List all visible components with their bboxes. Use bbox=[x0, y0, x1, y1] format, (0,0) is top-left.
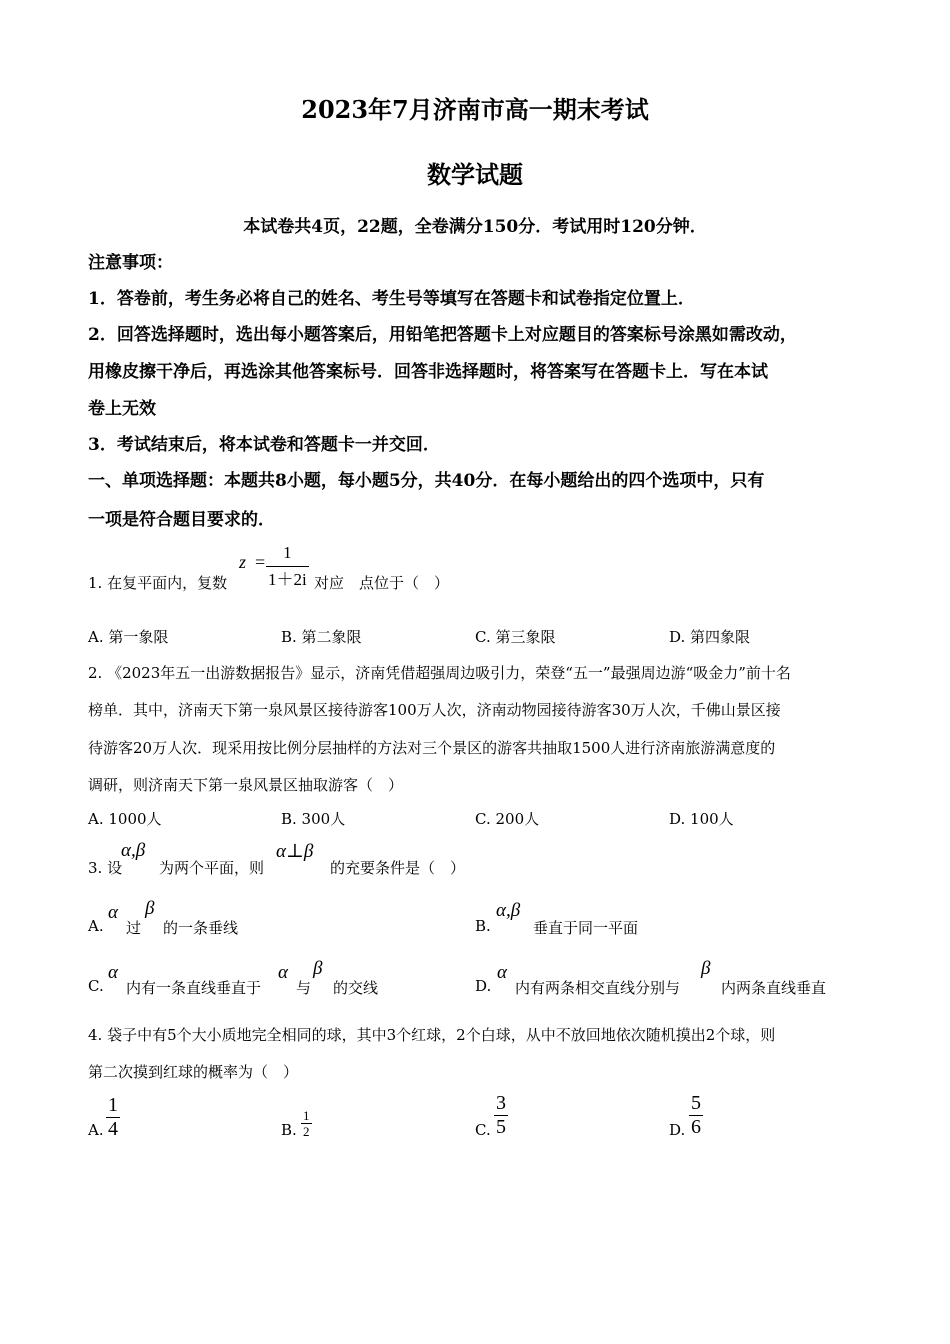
q2-option-a: A. 1000人 bbox=[88, 810, 162, 828]
page-subtitle: 数学试题 bbox=[427, 160, 523, 189]
section-heading-line-1: 一、单项选择题：本题共8小题，每小题5分，共40分．在每小题给出的四个选项中，只有 bbox=[88, 471, 765, 491]
q1-fraction-denominator: 1＋2i bbox=[268, 570, 307, 589]
q1-option-c: C. 第三象限 bbox=[475, 628, 556, 646]
q4-option-b-fraction bbox=[301, 1108, 312, 1139]
q3-option-c-alpha: α bbox=[108, 962, 118, 983]
q4-line-2: 第二次摸到红球的概率为（ ） bbox=[88, 1063, 299, 1081]
q3-option-d-text-2: 内两条直线垂直 bbox=[721, 979, 827, 997]
q2-option-d: D. 100人 bbox=[669, 810, 734, 828]
q2-line-1: 2. 《2023年五一出游数据报告》显示，济南凭借超强周边吸引力，荣登“五一”最强周边游“吸金力”前十名 bbox=[88, 664, 791, 682]
q3-suffix: 的充要条件是（ ） bbox=[330, 859, 466, 877]
q3-option-b-alpha-beta: α,β bbox=[496, 900, 521, 921]
q1-equals: = bbox=[255, 552, 266, 572]
q4-option-b-denominator: 2 bbox=[303, 1124, 310, 1139]
q4-line-1: 4. 袋子中有5个大小质地完全相同的球，其中3个红球，2个白球，从中不放回地依次随机摸出2个球，则 bbox=[88, 1026, 776, 1044]
q4-option-c-fraction bbox=[494, 1092, 508, 1139]
notice-item-1: 1．答卷前，考生务必将自己的姓名、考生号等填写在答题卡和试卷指定位置上． bbox=[88, 289, 695, 309]
q3-alpha-beta: α,β bbox=[121, 840, 146, 861]
q3-option-c-text-2: 与 bbox=[296, 979, 312, 997]
q1-option-b: B. 第二象限 bbox=[281, 628, 362, 646]
notice-item-3: 3．考试结束后，将本试卷和答题卡一并交回． bbox=[88, 435, 440, 455]
q3-option-c-text-3: 的交线 bbox=[333, 979, 379, 997]
q2-line-4: 调研，则济南天下第一泉风景区抽取游客（ ） bbox=[88, 776, 404, 794]
notice-item-2-line-1: 2．回答选择题时，选出每小题答案后，用铅笔把答题卡上对应题目的答案标号涂黑如需改动， bbox=[88, 325, 797, 345]
q1-option-a: A. 第一象限 bbox=[88, 628, 169, 646]
q1-option-d: D. 第四象限 bbox=[669, 628, 751, 646]
page-title: 2023年7月济南市高一期末考试 bbox=[301, 95, 649, 124]
q4-option-c-denominator: 5 bbox=[496, 1116, 506, 1138]
notice-heading: 注意事项： bbox=[88, 253, 173, 273]
q1-suffix: 对应 点位于（ ） bbox=[314, 574, 450, 592]
q1-z: z bbox=[239, 552, 247, 572]
q4-option-d-fraction bbox=[689, 1092, 703, 1139]
q1-prefix: 1. 在复平面内，复数 bbox=[88, 574, 228, 592]
q3-option-a-label: A. bbox=[88, 917, 104, 935]
q3-option-d-alpha: α bbox=[497, 962, 507, 983]
section-heading-line-2: 一项是符合题目要求的． bbox=[88, 510, 275, 530]
q3-option-c-beta: β bbox=[313, 958, 323, 979]
q2-option-c: C. 200人 bbox=[475, 810, 540, 828]
q3-option-a-beta: β bbox=[145, 898, 155, 919]
q3-option-b-label: B. bbox=[475, 917, 491, 935]
q4-option-b-numerator: 1 bbox=[303, 1108, 310, 1123]
q3-option-a-text-2: 的一条垂线 bbox=[163, 919, 239, 937]
q3-option-d-label: D. bbox=[475, 977, 492, 995]
q4-option-a-numerator: 1 bbox=[108, 1094, 118, 1116]
q2-line-3: 待游客20万人次．现采用按比例分层抽样的方法对三个景区的游客共抽取1500人进行济南旅游满意度的 bbox=[88, 739, 776, 757]
q3-mid: 为两个平面，则 bbox=[159, 859, 265, 877]
q3-option-a-text-1: 过 bbox=[126, 919, 142, 937]
notice-item-2-line-2: 用橡皮擦干净后，再选涂其他答案标号．回答非选择题时，将答案写在答题卡上．写在本试 bbox=[88, 362, 768, 382]
q4-option-d-label: D. bbox=[669, 1121, 686, 1139]
q3-option-a-alpha: α bbox=[108, 902, 118, 923]
q4-option-d-denominator: 6 bbox=[691, 1116, 701, 1138]
q3-option-c-alpha-2: α bbox=[278, 962, 288, 983]
q4-option-a-label: A. bbox=[88, 1121, 104, 1139]
q2-line-2: 榜单．其中，济南天下第一泉风景区接待游客100万人次，济南动物园接待游客30万人次，千佛山景区接 bbox=[88, 701, 781, 719]
q4-option-a-denominator: 4 bbox=[108, 1118, 118, 1140]
q3-option-c-text-1: 内有一条直线垂直于 bbox=[126, 979, 262, 997]
q3-option-d-text-1: 内有两条相交直线分别与 bbox=[515, 979, 681, 997]
q4-option-d-numerator: 5 bbox=[691, 1092, 701, 1114]
q4-option-a-fraction bbox=[106, 1094, 120, 1141]
q3-prefix: 3. 设 bbox=[88, 859, 123, 877]
q4-option-b-label: B. bbox=[281, 1121, 297, 1139]
q3-perpendicular: α⊥β bbox=[276, 841, 314, 862]
q3-option-c-label: C. bbox=[88, 977, 104, 995]
notice-item-2-line-3: 卷上无效 bbox=[88, 399, 156, 419]
q3-option-b-text: 垂直于同一平面 bbox=[533, 919, 639, 937]
q2-option-b: B. 300人 bbox=[281, 810, 346, 828]
exam-info: 本试卷共4页，22题，全卷满分150分．考试用时120分钟． bbox=[243, 217, 707, 237]
q3-option-d-beta: β bbox=[701, 958, 711, 979]
q4-option-c-numerator: 3 bbox=[496, 1092, 506, 1114]
q1-fraction-numerator: 1 bbox=[266, 540, 309, 567]
q1-fraction bbox=[266, 540, 309, 593]
q4-option-c-label: C. bbox=[475, 1121, 491, 1139]
